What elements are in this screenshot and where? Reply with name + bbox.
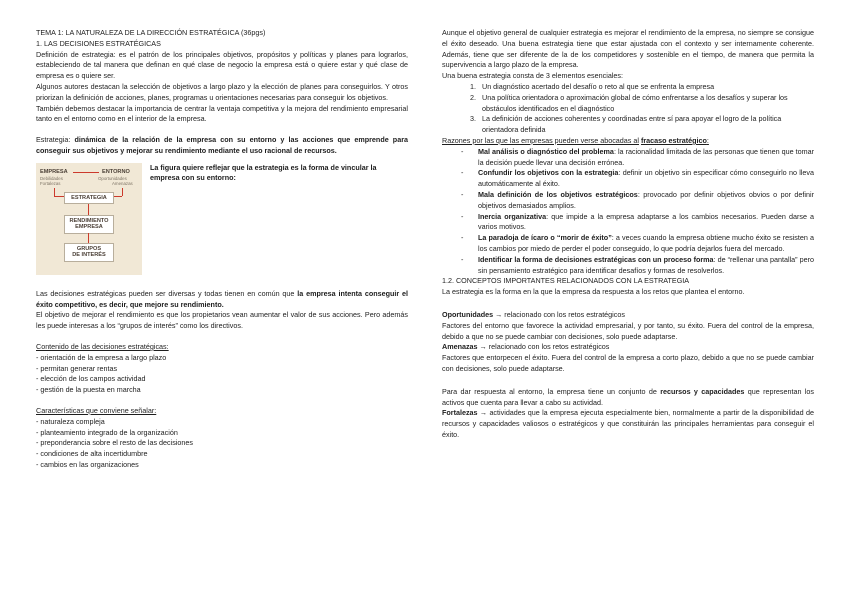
content-item: - elección de los campos actividad	[36, 374, 146, 384]
section-heading-decisiones: 1. LAS DECISIONES ESTRATÉGICAS	[36, 38, 161, 48]
figure-empresa-sub1: Debilidades	[40, 175, 63, 181]
figure-grupos-label-1: GRUPOS	[76, 245, 102, 252]
section12-paragraph: La estrategia es la forma en la que la empresa da respuesta a los retos que plantea el entorno.	[442, 287, 745, 297]
failure-heading-end: :	[706, 135, 709, 145]
oportunidades-paragraph: Factores del entorno que favorece la actividad empresarial, y por tanto, su éxito. Fuera del control de la empresa, debido a que no se puede cambiar con decisiones, solo puede adaptarse.	[442, 320, 814, 341]
content-item: - orientación de la empresa a largo plazo	[36, 352, 167, 362]
failure-heading-plain: Razones por las que las empresas pueden verse abocadas al	[442, 135, 639, 145]
advantage-paragraph: También debemos destacar la importancia de centrar la ventaja competitiva y la mejora del rendimiento empresarial tanto en el entorno como en el interior de la empresa.	[36, 103, 408, 124]
element-item: 1. Un diagnóstico acertado del desafío o reto al que se enfrenta la empresa	[478, 82, 814, 93]
failure-item: - Mala definición de los objetivos estratégicos: provocado por definir objetivos obvios o por definir objetivos demasiados amplios.	[478, 190, 814, 212]
figure-rendimiento-label-2: EMPRESA	[75, 224, 103, 231]
section-heading-conceptos: 1.2. CONCEPTOS IMPORTANTES RELACIONADOS CON LA ESTRATEGIA	[442, 276, 690, 286]
failure-item: - La paradoja de ícaro o “morir de éxito”: a veces cuando la empresa obtiene mucho éxito se resisten a los cambios por miedo de perder el poder conseguido, lo que podría dejarlos fuera del mercado.	[478, 233, 814, 255]
content-heading: Contenido de las decisiones estratégicas:	[36, 341, 169, 351]
failure-item: - Confundir los objetivos con la estrategia: definir un objetivo sin especificar cómo conseguirlo no lleva automáticamente al éxito.	[478, 168, 814, 190]
figure-entorno-sub2: Amenazas	[112, 180, 133, 186]
figure-rendimiento-box	[64, 215, 114, 234]
elements-list	[442, 82, 814, 136]
failures-list	[442, 147, 814, 277]
content-item: - gestión de la puesta en marcha	[36, 385, 141, 395]
figure-estrategia-box	[64, 192, 114, 205]
oportunidades-heading: Oportunidades → relacionado con los retos estratégicos	[442, 309, 625, 319]
amenazas-paragraph: Factores que entorpecen el éxito. Fuera del control de la empresa a corto plazo, debido a que no se puede cambiar con decisiones, solo puede adaptarse.	[442, 353, 814, 373]
figure-estrategia-label: ESTRATEGIA	[71, 194, 107, 201]
figure-empresa-label: EMPRESA	[40, 168, 68, 175]
element-item: 2. Una política orientadora o aproximación global de cómo enfrentarse a los desafíos y superar los obstáculos identificados en el diagnóstico	[478, 93, 814, 115]
failure-heading	[442, 136, 814, 147]
figure-caption: La figura quiere reflejar que la estrategia es la forma de vincular la empresa con su entorno:	[150, 162, 377, 183]
diverse-plain: Las decisiones estratégicas pueden ser diversas y todas tienen en común que	[36, 288, 295, 298]
right-column	[442, 28, 814, 441]
figure-row	[36, 163, 408, 275]
characteristics-heading: Características que conviene señalar:	[36, 405, 157, 415]
diverse-bold: la empresa intenta conseguir el éxito competitivo, es decir, que mejore su rendimiento.	[36, 288, 409, 309]
characteristic-item: - condiciones de alta incertidumbre	[36, 449, 148, 459]
figure-arrow-left	[54, 188, 55, 196]
diverse-paragraph	[36, 289, 408, 311]
figure-arrow-right	[122, 188, 123, 196]
failure-item: - Identificar la forma de decisiones estratégicas con un proceso forma: de “rellenar una pantalla” pero sin pensamiento estratégico para identificar desafíos y formas de resolverlos.	[478, 255, 814, 277]
amenazas-heading: Amenazas → relacionado con los retos estratégicos	[442, 342, 610, 352]
strategy-definition	[36, 135, 408, 157]
left-column	[36, 28, 408, 471]
figure-grupos-box	[64, 243, 114, 262]
failure-item: - Mal análisis o diagnóstico del problema: la racionalidad limitada de las personas que tienen que tomar la decisión puede llevar una decisión errónea.	[478, 147, 814, 169]
figure-arrow-down-1	[88, 204, 89, 215]
owners-paragraph: El objetivo de mejorar el rendimiento es que los propietarios vean aumentar el valor de sus acciones. Pero además les puede interesas a los “grupos de interés” como los directivos.	[36, 310, 408, 331]
characteristic-item: - cambios en las organizaciones	[36, 459, 139, 469]
resources-paragraph: Para dar respuesta al entorno, la empresa tiene un conjunto de recursos y capacidades que representan los activos que cuenta para llevar a cabo su actividad.	[442, 386, 814, 407]
definition-paragraph: Definición de estrategia: es el patrón de los principales objetivos, propósitos y políticas y planes para lograrlos, estableciendo de tal manera que definan en qué clase de negocio la empresa está o quiere estar y qué clase de empresa es o quiere ser.	[36, 49, 408, 81]
strategy-figure	[36, 163, 142, 275]
characteristic-item: - preponderancia sobre el resto de las decisiones	[36, 438, 194, 448]
figure-entorno-label: ENTORNO	[102, 168, 130, 175]
strategy-label: Estrategia:	[36, 135, 71, 145]
element-item: 3. La definición de acciones coherentes y coordinadas entre sí para apoyar el logro de la política orientadora definida	[478, 114, 814, 136]
figure-empresa-sub2: Fortalezas	[40, 180, 61, 186]
intro-paragraph: Aunque el objetivo general de cualquier estrategia es mejorar el rendimiento de la empresa, no siempre se consigue el éxito deseado. Una buena estrategia tiene que estar ajustada con el contexto y ser internamente coherente. Además, tiene que ser diferente de la de los competidores y sostenible en el tiempo, de manera que permita la supervivencia a largo plazo de la empresa.	[442, 28, 814, 70]
doc-title: TEMA 1: LA NATURALEZA DE LA DIRECCIÓN ESTRATÉGICA (36pgs)	[36, 28, 266, 37]
elements-intro: Una buena estrategia consta de 3 elementos esenciales:	[442, 71, 624, 81]
fortalezas-paragraph: Fortalezas → actividades que la empresa ejecuta especialmente bien, normalmente a partir de la disponibilidad de recursos y capacidades valiosos o estratégicos y que constituirán las principales herramientas para conseguir el éxito.	[442, 408, 814, 439]
failure-item: - Inercia organizativa: que impide a la empresa adaptarse a los cambios necesarios. Pueden darse a varios motivos.	[478, 212, 814, 234]
characteristic-item: - planteamiento integrado de la organización	[36, 427, 178, 437]
figure-grupos-label-2: DE INTERÉS	[72, 252, 106, 259]
characteristic-item: - naturaleza compleja	[36, 416, 105, 426]
figure-arrow-down-2	[88, 233, 89, 243]
strategy-bold-text: dinámica de la relación de la empresa con su entorno y las acciones que emprende para conseguir sus objetivos y mejorar su rendimiento mediante el uso racional de recursos.	[36, 135, 408, 155]
figure-entorno-sub1: Oportunidades	[98, 175, 127, 181]
figure-rendimiento-label-1: RENDIMIENTO	[69, 217, 109, 224]
content-item: - permitan generar rentas	[36, 363, 118, 373]
figure-link-arrow	[73, 172, 99, 173]
failure-heading-bold: fracaso estratégico	[640, 135, 707, 145]
authors-paragraph: Algunos autores destacan la selección de objetivos a largo plazo y la elección de planes para conseguirlos. Y otros priorizan la definición de acciones, planes, programas u orientaciones necesarias para conseguir los objetivos.	[36, 81, 408, 102]
